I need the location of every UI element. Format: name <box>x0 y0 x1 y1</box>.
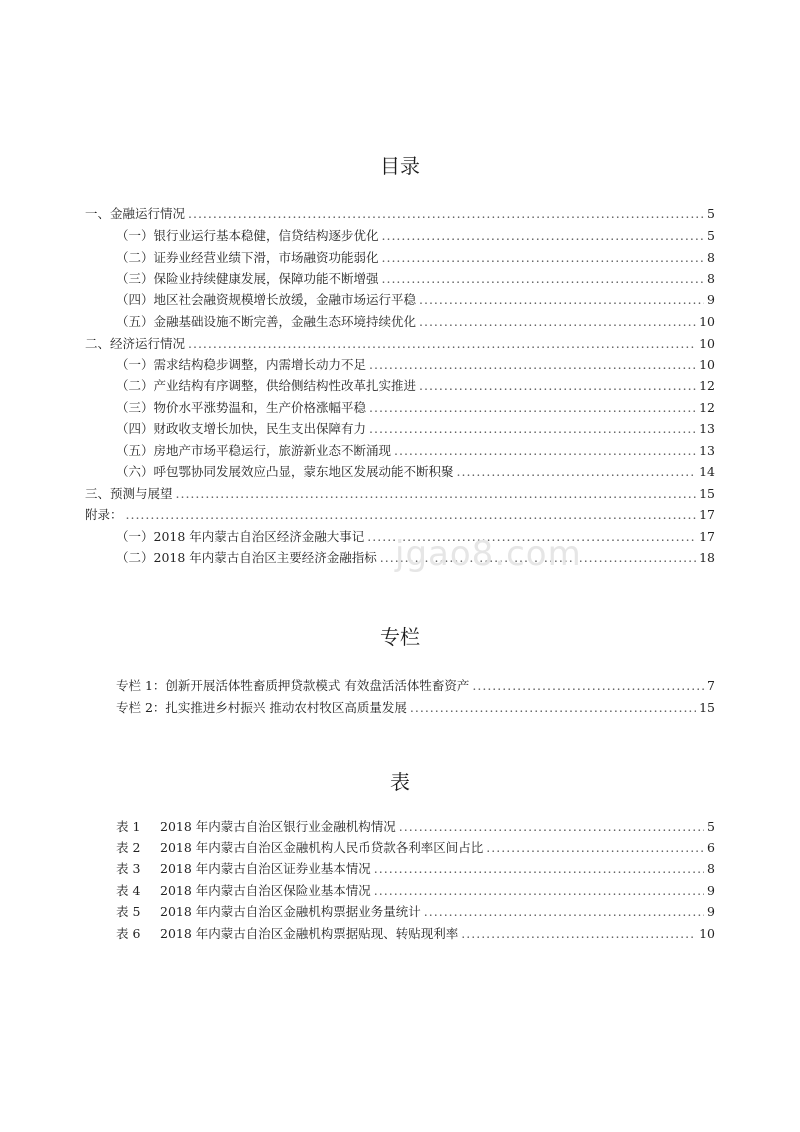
dot-leader <box>176 486 697 502</box>
toc-entry[interactable]: （二）证券业经营业绩下滑，市场融资功能弱化 ..... 8 <box>116 250 715 266</box>
watermark-text: jgao8.com <box>395 534 582 574</box>
dot-leader <box>410 700 696 716</box>
table-entry[interactable]: 表 4 2018 年内蒙古自治区保险业基本情况 ..... 9 <box>116 883 715 899</box>
dot-leader <box>486 840 704 856</box>
dot-leader <box>424 904 704 920</box>
dot-leader <box>374 861 704 877</box>
dot-leader <box>419 314 696 330</box>
contents-heading: 目录 <box>380 154 420 178</box>
dot-leader <box>394 443 696 459</box>
toc-entry[interactable]: （二）2018 年内蒙古自治区主要经济金融指标 ..... 18 <box>116 550 715 566</box>
table-entry[interactable]: 表 2 2018 年内蒙古自治区金融机构人民币贷款各利率区间占比 ..... 6 <box>116 840 715 856</box>
table-entry[interactable]: 表 6 2018 年内蒙古自治区金融机构票据贴现、转贴现利率 ..... 10 <box>116 926 715 942</box>
dot-leader <box>369 357 696 373</box>
column-entry[interactable]: 专栏 2：扎实推进乡村振兴 推动农村牧区高质量发展 ..... 15 <box>116 700 715 716</box>
toc-entry[interactable]: （一）银行业运行基本稳健，信贷结构逐步优化 ..... 5 <box>116 228 715 244</box>
table-entry[interactable]: 表 5 2018 年内蒙古自治区金融机构票据业务量统计 ..... 9 <box>116 904 715 920</box>
column-entry[interactable]: 专栏 1：创新开展活体牲畜质押贷款模式 有效盘活活体牲畜资产 ..... 7 <box>116 678 715 694</box>
toc-entry[interactable]: 附录： ..... 17 <box>85 507 715 523</box>
dot-leader <box>472 678 704 694</box>
toc-entry[interactable]: （三）物价水平涨势温和，生产价格涨幅平稳 ..... 12 <box>116 400 715 416</box>
table-entry[interactable]: 表 3 2018 年内蒙古自治区证券业基本情况 ..... 8 <box>116 861 715 877</box>
toc-entry[interactable]: （五）房地产市场平稳运行，旅游新业态不断涌现 ..... 13 <box>116 443 715 459</box>
toc-entry[interactable]: （一）2018 年内蒙古自治区经济金融大事记 ..... 17 <box>116 529 715 545</box>
toc-entry[interactable]: （四）地区社会融资规模增长放缓，金融市场运行平稳 ..... 9 <box>116 292 715 308</box>
dot-leader <box>382 250 705 266</box>
toc-entry[interactable]: 三、预测与展望 ..... 15 <box>85 486 715 502</box>
dot-leader <box>461 926 696 942</box>
dot-leader <box>382 271 705 287</box>
dot-leader <box>399 819 704 835</box>
dot-leader <box>457 464 697 480</box>
toc-entry[interactable]: （三）保险业持续健康发展，保障功能不断增强 ..... 8 <box>116 271 715 287</box>
toc-entry[interactable]: （一）需求结构稳步调整，内需增长动力不足 ..... 10 <box>116 357 715 373</box>
table-entry[interactable]: 表 1 2018 年内蒙古自治区银行业金融机构情况 ..... 5 <box>116 819 715 835</box>
dot-leader <box>369 421 696 437</box>
dot-leader <box>188 336 696 352</box>
dot-leader <box>374 883 704 899</box>
dot-leader <box>126 507 697 523</box>
dot-leader <box>188 206 704 222</box>
toc-entry[interactable]: （二）产业结构有序调整，供给侧结构性改革扎实推进 ..... 12 <box>116 378 715 394</box>
dot-leader <box>419 292 704 308</box>
columns-heading: 专栏 <box>380 625 420 649</box>
tables-heading: 表 <box>390 770 410 794</box>
dot-leader <box>369 400 696 416</box>
toc-entry[interactable]: 一、金融运行情况 ..... 5 <box>85 206 715 222</box>
toc-entry[interactable]: （六）呼包鄂协同发展效应凸显，蒙东地区发展动能不断积聚 ..... 14 <box>116 464 715 480</box>
toc-entry[interactable]: 二、经济运行情况 ..... 10 <box>85 336 715 352</box>
toc-entry[interactable]: （五）金融基础设施不断完善，金融生态环境持续优化 ..... 10 <box>116 314 715 330</box>
dot-leader <box>419 378 696 394</box>
dot-leader <box>382 228 705 244</box>
toc-entry[interactable]: （四）财政收支增长加快，民生支出保障有力 ..... 13 <box>116 421 715 437</box>
